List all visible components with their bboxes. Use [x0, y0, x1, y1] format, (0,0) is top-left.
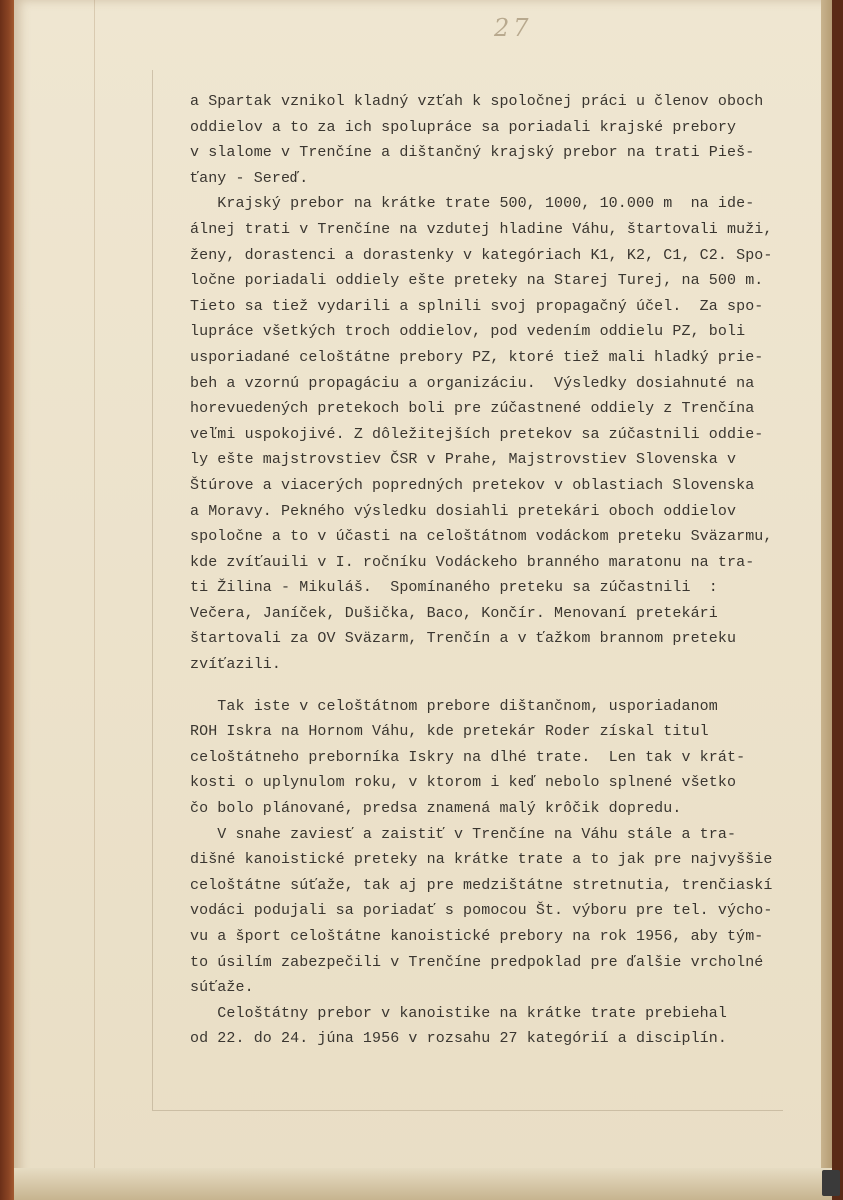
page-fold-line	[94, 0, 95, 1200]
text-line: veľmi uspokojivé. Z dôležitejších pretekov sa zúčastnili oddie-	[190, 425, 764, 443]
text-line: vu a šport celoštátne kanoistické prebory na rok 1956, aby tým-	[190, 928, 764, 945]
binder-edge	[0, 0, 14, 1200]
text-line: álnej trati v Trenčíne na vzdutej hladine Váhu, štartovali muži,	[190, 220, 773, 238]
text-line: Večera, Janíček, Dušička, Baco, Končír. Menovaní pretekári	[190, 604, 718, 622]
text-line: beh a vzornú propagáciu a organizáciu. Výsledky dosiahnuté na	[190, 374, 755, 392]
text-line: ženy, dorastenci a dorastenky v kategóriach K1, K2, C1, C2. Spo-	[190, 246, 773, 264]
text-line: V snahe zaviesť a zaistiť v Trenčíne na Váhu stále a tra-	[190, 825, 737, 843]
text-line: dišné kanoistické preteky na krátke trate a to jak pre najvyššie	[190, 851, 773, 869]
text-line: kde zvíťauili v I. ročníku Vodáckeho branného maratonu na tra-	[190, 553, 755, 571]
text-line: Tieto sa tiež vydarili a splnili svoj propagačný účel. Za spo-	[190, 297, 764, 315]
text-line: horevuedených pretekoch boli pre zúčastnené oddiely z Trenčína	[190, 400, 755, 418]
text-line: čo bolo plánované, predsa znamená malý krôčik dopredu.	[190, 800, 682, 818]
text-line: od 22. do 24. júna 1956 v rozsahu 27 kategórií a disciplín.	[190, 1030, 727, 1048]
text-line: kosti o uplynulom roku, v ktorom i keď nebolo splnené všetko	[190, 774, 737, 792]
text-line: a Moravy. Pekného výsledku dosiahli pretekári oboch oddielov	[190, 502, 737, 520]
text-line: ločne poriadali oddiely ešte preteky na Starej Turej, na 500 m.	[190, 272, 764, 290]
text-line: ti Žilina - Mikuláš. Spomínaného preteku sa zúčastnili :	[190, 579, 718, 597]
text-line: zvíťazili.	[190, 656, 282, 674]
binder-clip	[822, 1170, 840, 1196]
text-line: súťaže.	[190, 979, 254, 997]
text-line: Celoštátny prebor v kanoistike na krátke trate prebiehal	[190, 1004, 727, 1022]
page-right-edge	[821, 0, 832, 1200]
text-line: vodáci podujali sa poriadať s pomocou Št. výboru pre tel. výcho-	[190, 902, 773, 920]
text-line: to úsilím zabezpečili v Trenčíne predpoklad pre ďalšie vrcholné	[190, 953, 764, 971]
text-line: usporiadané celoštátne prebory PZ, ktoré tiež mali hladký prie-	[190, 348, 764, 366]
text-line: Krajský prebor na krátke trate 500, 1000, 10.000 m na ide-	[190, 195, 755, 213]
text-line: Štúrove a viacerých popredných pretekov v oblastiach Slovenska	[190, 476, 755, 494]
text-line: ly ešte majstrovstiev ČSR v Prahe, Majstrovstiev Slovenska v	[190, 451, 737, 469]
text-line: Tak iste v celoštátnom prebore dištančnom, usporiadanom	[190, 697, 718, 715]
handwritten-page-number: 27	[494, 14, 533, 42]
text-line: ťany - Sereď.	[190, 169, 309, 187]
text-line: celoštátneho preborníka Iskry na dlhé trate. Len tak v krát-	[190, 748, 746, 766]
text-line: ROH Iskra na Hornom Váhu, kde pretekár Roder získal titul	[190, 723, 709, 741]
text-line: spoločne a to v účasti na celoštátnom vodáckom preteku Sväzarmu,	[190, 528, 773, 546]
text-line: a Spartak vznikol kladný vzťah k spoločnej práci u členov oboch	[190, 93, 764, 110]
page-bottom-edge	[14, 1168, 832, 1200]
text-line: v slalome v Trenčíne a dištančný krajský prebor na trati Pieš-	[190, 144, 755, 162]
text-line: lupráce všetkých troch oddielov, pod vedením oddielu PZ, boli	[190, 323, 746, 341]
text-line: celoštátne súťaže, tak aj pre medzištátne stretnutia, trenčiaskí	[190, 876, 773, 894]
text-line: štartovali za OV Sväzarm, Trenčín a v ťažkom brannom preteku	[190, 630, 737, 648]
text-line: oddielov a to za ich spolupráce sa poriadali krajské prebory	[190, 118, 737, 136]
typewritten-text	[190, 89, 790, 1052]
paragraph-gap	[190, 678, 790, 694]
